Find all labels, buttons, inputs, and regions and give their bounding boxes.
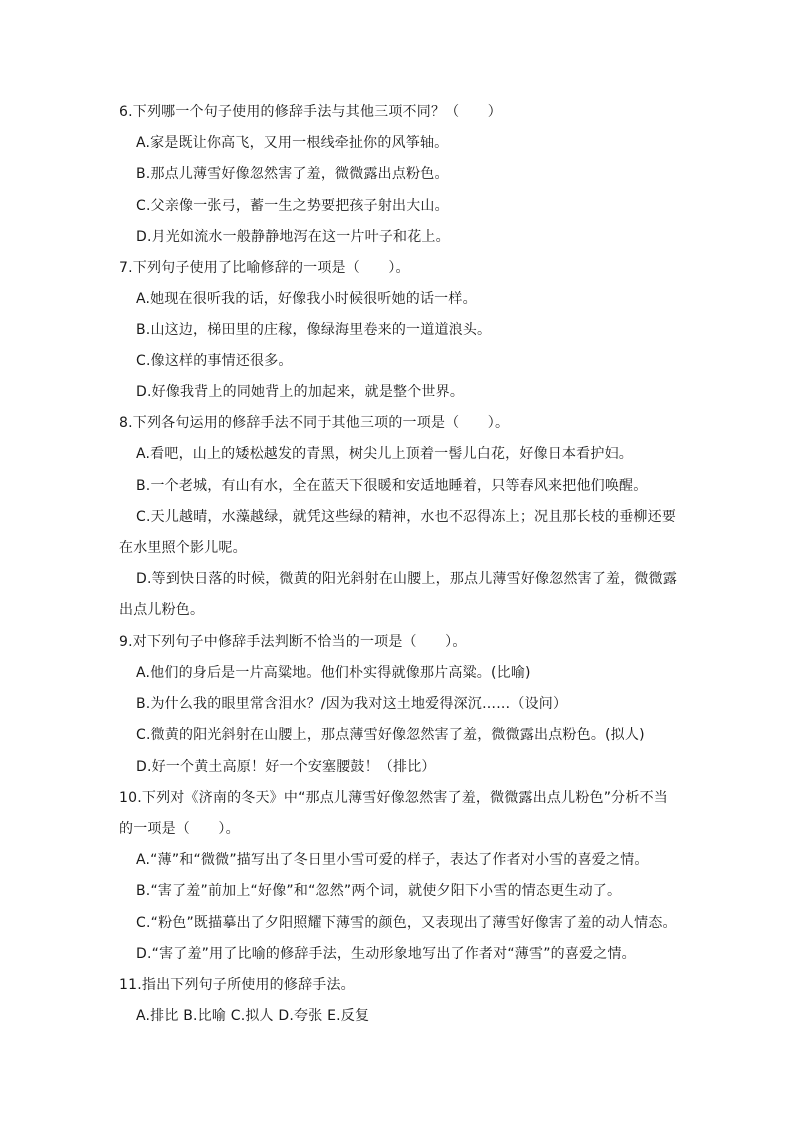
question-7-option-c: C.像这样的事情还很多。 — [136, 353, 293, 369]
question-10-option-a: A.“薄”和“微微”描写出了冬日里小雪可爱的样子，表达了作者对小雪的喜爱之情。 — [136, 852, 649, 868]
question-8-option-d-continued: 出点儿粉色。 — [119, 602, 205, 618]
question-6-option-a: A.家是既让你高飞，又用一根线牵扯你的风筝轴。 — [136, 135, 449, 151]
question-10-option-d: D.“害了羞”用了比喻的修辞手法，生动形象地写出了作者对“薄雪”的喜爱之情。 — [136, 946, 636, 962]
question-9-option-b: B.为什么我的眼里常含泪水？/因为我对这土地爱得深沉……（设问） — [136, 696, 568, 712]
question-8-option-b: B.一个老城，有山有水，全在蓝天下很暖和安适地睡着，只等春风来把他们唤醒。 — [136, 478, 648, 494]
question-6-option-c: C.父亲像一张弓，蓄一生之势要把孩子射出大山。 — [136, 198, 449, 214]
question-6-stem: 6.下列哪一个句子使用的修辞手法与其他三项不同？（ ） — [119, 104, 502, 120]
question-9-option-d: D.好一个黄土高原！好一个安塞腰鼓！（排比） — [136, 759, 436, 775]
question-7-option-d: D.好像我背上的同她背上的加起来，就是整个世界。 — [136, 384, 465, 400]
question-6-option-d: D.月光如流水一般静静地泻在这一片叶子和花上。 — [136, 229, 450, 245]
question-7-option-a: A.她现在很听我的话，好像我小时候很听她的话一样。 — [136, 291, 477, 307]
question-10-stem-continued: 的一项是（ ）。 — [119, 821, 240, 837]
question-8-stem: 8.下列各句运用的修辞手法不同于其他三项的一项是（ ）。 — [119, 415, 510, 431]
question-10-option-b: B.“害了羞”前加上“好像”和“忽然”两个词，就使夕阳下小雪的情态更生动了。 — [136, 883, 622, 899]
question-8-option-d: D.等到快日落的时候，微黄的阳光斜射在山腰上，那点儿薄雪好像忽然害了羞，微微露 — [136, 571, 678, 587]
question-7-option-b: B.山这边，梯田里的庄稼，像绿海里卷来的一道道浪头。 — [136, 322, 492, 338]
question-10-option-c: C.“粉色”既描摹出了夕阳照耀下薄雪的颜色，又表现出了薄雪好像害了羞的动人情态。 — [136, 915, 677, 931]
question-10-stem: 10.下列对《济南的冬天》中“那点儿薄雪好像忽然害了羞，微微露出点儿粉色”分析不当 — [119, 790, 668, 806]
question-9-stem: 9.对下列句子中修辞手法判断不恰当的一项是（ ）。 — [119, 634, 467, 650]
question-11-choices: A.排比 B.比喻 C.拟人 D.夸张 E.反复 — [136, 1008, 370, 1024]
question-9-option-a: A.他们的身后是一片高粱地。他们朴实得就像那片高粱。(比喻) — [136, 665, 531, 681]
question-11-stem: 11.指出下列句子所使用的修辞手法。 — [119, 977, 355, 993]
question-6-option-b: B.那点儿薄雪好像忽然害了羞，微微露出点粉色。 — [136, 166, 449, 182]
question-8-option-c-continued: 在水里照个影儿呢。 — [119, 540, 247, 556]
question-8-option-c: C.天儿越晴，水藻越绿，就凭这些绿的精神，水也不忍得冻上；况且那长枝的垂柳还要 — [136, 509, 677, 525]
question-8-option-a: A.看吧，山上的矮松越发的青黑，树尖儿上顶着一髻儿白花，好像日本看护妇。 — [136, 446, 633, 462]
question-7-stem: 7.下列句子使用了比喻修辞的一项是（ ）。 — [119, 260, 410, 276]
question-9-option-c: C.微黄的阳光斜射在山腰上，那点薄雪好像忽然害了羞，微微露出点粉色。(拟人) — [136, 727, 645, 743]
